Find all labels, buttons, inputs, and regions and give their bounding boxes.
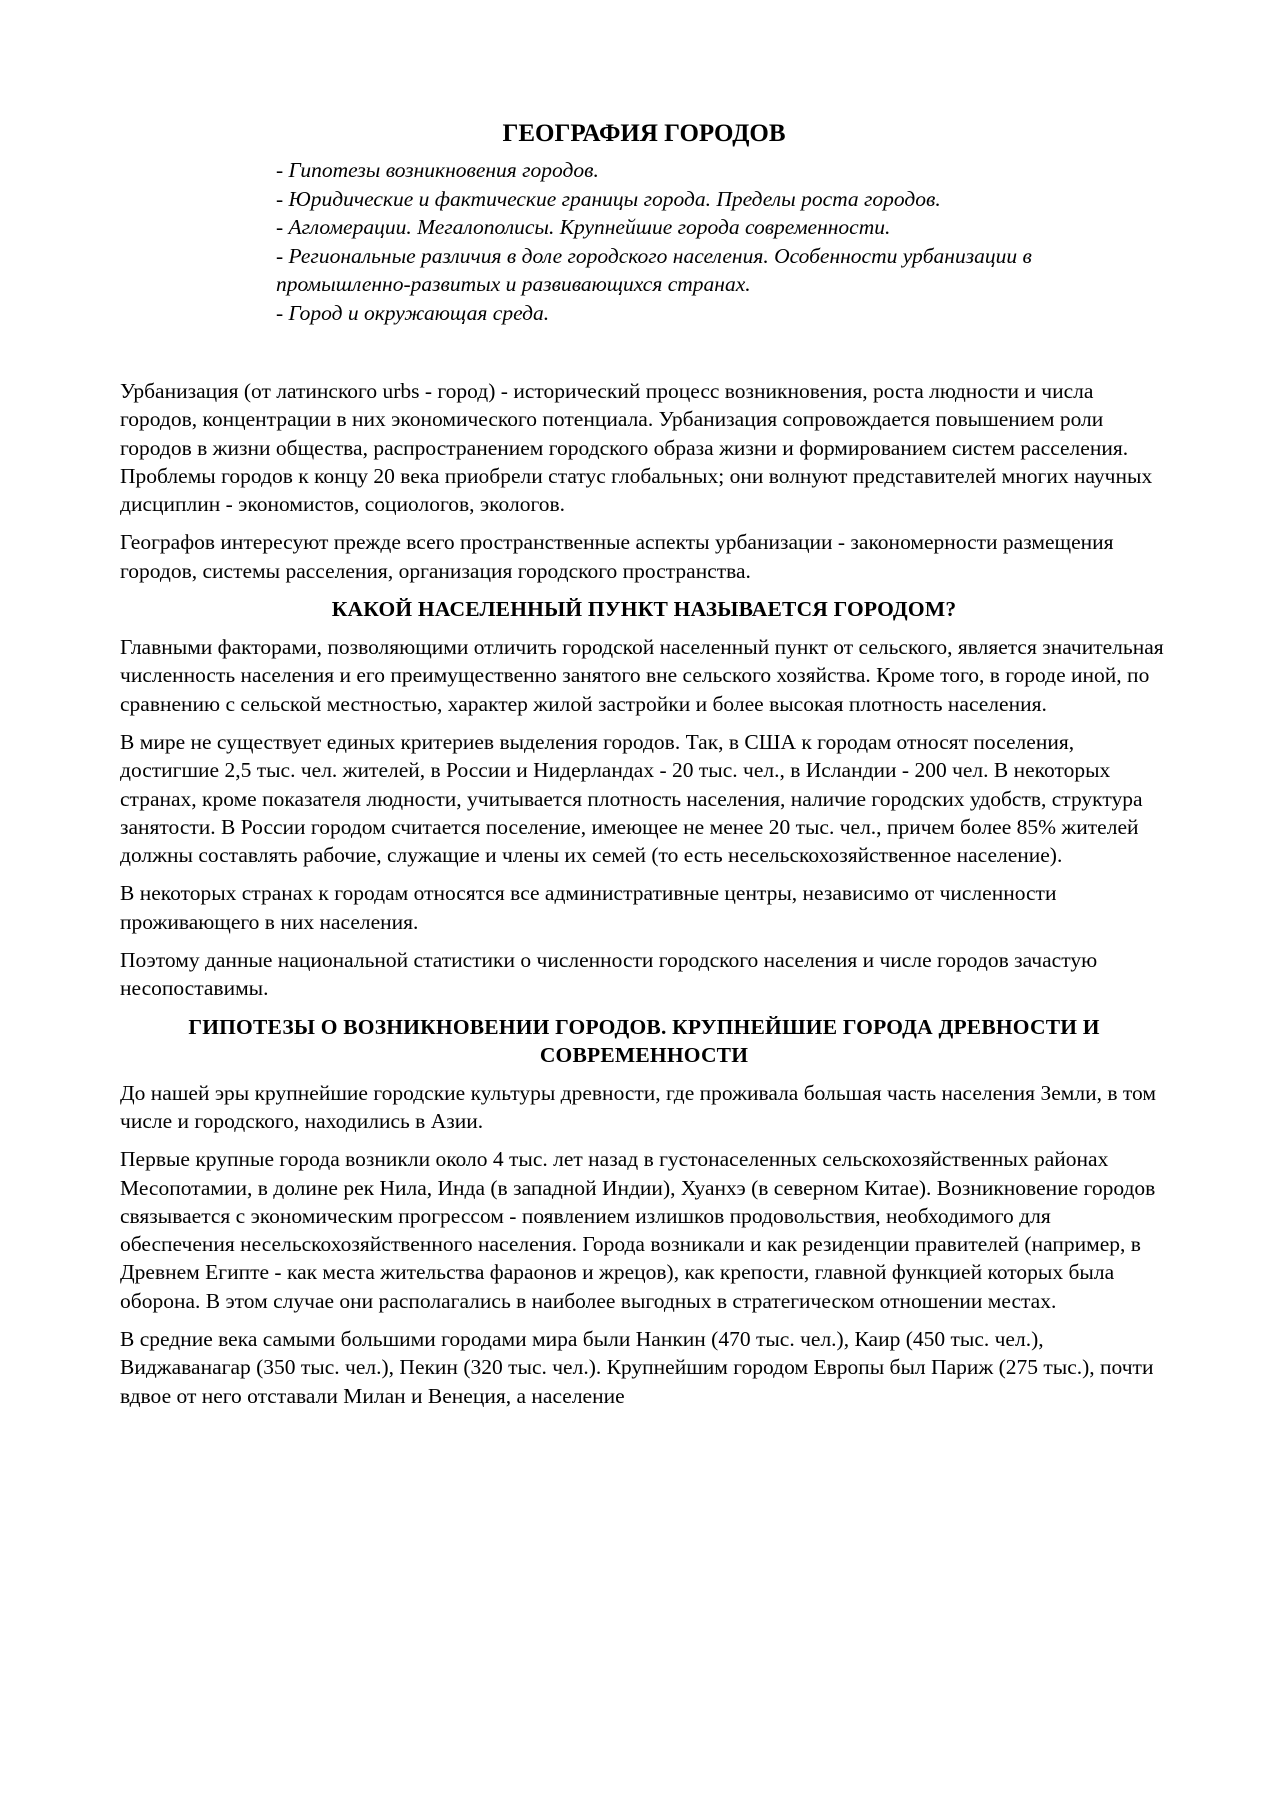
section1-paragraph: В мире не существует единых критериев выделения городов. Так, в США к городам относят поселения, достигшие 2,5 тыс. чел. жителей, в России и Нидерландах - 20 тыс. чел., в Исландии - 200 чел. В некоторых странах, кроме показателя людности, учитывается плотность населения, наличие городских удобств, структура занятости. В России городом считается поселение, имеющее не менее 20 тыс. чел., причем более 85% жителей должны составлять рабочие, служащие и члены их семей (то есть несельскохозяйственное население). xyxy=(120,729,1143,868)
outline-item: - Агломерации. Мегалополисы. Крупнейшие города современности. xyxy=(276,215,891,239)
outline-item: - Гипотезы возникновения городов. xyxy=(276,158,599,182)
intro-paragraph: Географов интересуют прежде всего пространственные аспекты урбанизации - закономерности размещения городов, системы расселения, организация городского пространства. xyxy=(120,530,1114,583)
section-heading-city-origins: ГИПОТЕЗЫ О ВОЗНИКНОВЕНИИ ГОРОДОВ. КРУПНЕЙШИЕ ГОРОДА ДРЕВНОСТИ И СОВРЕМЕННОСТИ xyxy=(188,1014,1100,1067)
section2-paragraph: До нашей эры крупнейшие городские культуры древности, где проживала большая часть населения Земли, в том числе и городского, находились в Азии. xyxy=(120,1080,1156,1133)
section1-paragraph: Главными факторами, позволяющими отличить городской населенный пункт от сельского, является значительная численность населения и его преимущественно занятого вне сельского хозяйства. Кроме того, в городе иной, по сравнению с сельской местностью, характер жилой застройки и более высокая плотность населения. xyxy=(120,635,1164,716)
outline-item: - Региональные различия в доле городского населения. Особенности урбанизации в промышленно-развитых и развивающихся странах. xyxy=(276,243,1032,296)
document-title: ГЕОГРАФИЯ ГОРОДОВ xyxy=(502,120,786,147)
document-page xyxy=(120,118,1168,1420)
outline-item: - Юридические и фактические границы города. Пределы роста городов. xyxy=(276,186,941,211)
section2-paragraph: В средние века самыми большими городами мира были Нанкин (470 тыс. чел.), Каир (450 тыс. чел.), Виджаванагар (350 тыс. чел.), Пекин (320 тыс. чел.). Крупнейшим городом Европы был Париж (275 тыс.), почти вдвое от него отставали Милан и Венеция, а население xyxy=(120,1327,1154,1408)
section2-paragraph: Первые крупные города возникли около 4 тыс. лет назад в густонаселенных сельскохозяйственных районах Месопотамии, в долине рек Нила, Инда (в западной Индии), Хуанхэ (в северном Китае). Возникновение городов связывается с экономическим прогрессом - появлением излишков продовольствия, необходимого для обеспечения несельскохозяйственного населения. Города возникали и как резиденции правителей (например, в Древнем Египте - как места жительства фараонов и жрецов), как крепости, главной функцией которых была оборона. В этом случае они располагались в наиболее выгодных в стратегическом отношении местах. xyxy=(120,1147,1156,1313)
outline-item: - Город и окружающая среда. xyxy=(276,300,550,325)
section1-paragraph: Поэтому данные национальной статистики о численности городского населения и числе городов зачастую несопоставимы. xyxy=(120,948,1098,1001)
section-heading-what-is-city: КАКОЙ НАСЕЛЕННЫЙ ПУНКТ НАЗЫВАЕТСЯ ГОРОДОМ? xyxy=(331,597,957,622)
intro-paragraph: Урбанизация (от латинского urbs - город) - исторический процесс возникновения, роста людности и числа городов, концентрации в них экономического потенциала. Урбанизация сопровождается повышением роли городов в жизни общества, распространением городского образа жизни и формированием систем расселения. Проблемы городов к концу 20 века приобрели статус глобальных; они волнуют представителей многих научных дисциплин - экономистов, социологов, экологов. xyxy=(120,379,1153,517)
intro-section xyxy=(120,377,1168,585)
section1-paragraph: В некоторых странах к городам относятся все административные центры, независимо от численности проживающего в них населения. xyxy=(120,881,1057,934)
topic-outline xyxy=(276,156,1168,327)
